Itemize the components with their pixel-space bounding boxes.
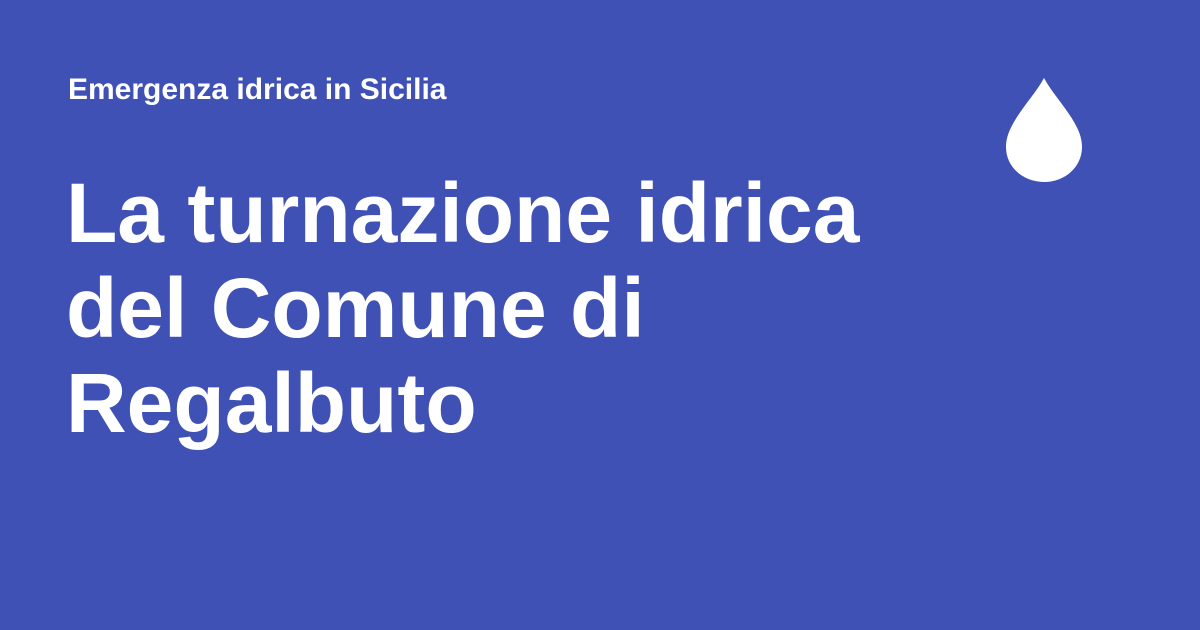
page-title — [66, 166, 966, 451]
headline-line-3: Regalbuto — [66, 356, 477, 450]
headline-line-2: del Comune di — [66, 261, 645, 355]
headline-line-1: La turnazione idrica — [66, 166, 860, 260]
water-drop-icon — [1006, 78, 1082, 182]
section-kicker: Emergenza idrica in Sicilia — [68, 73, 447, 106]
